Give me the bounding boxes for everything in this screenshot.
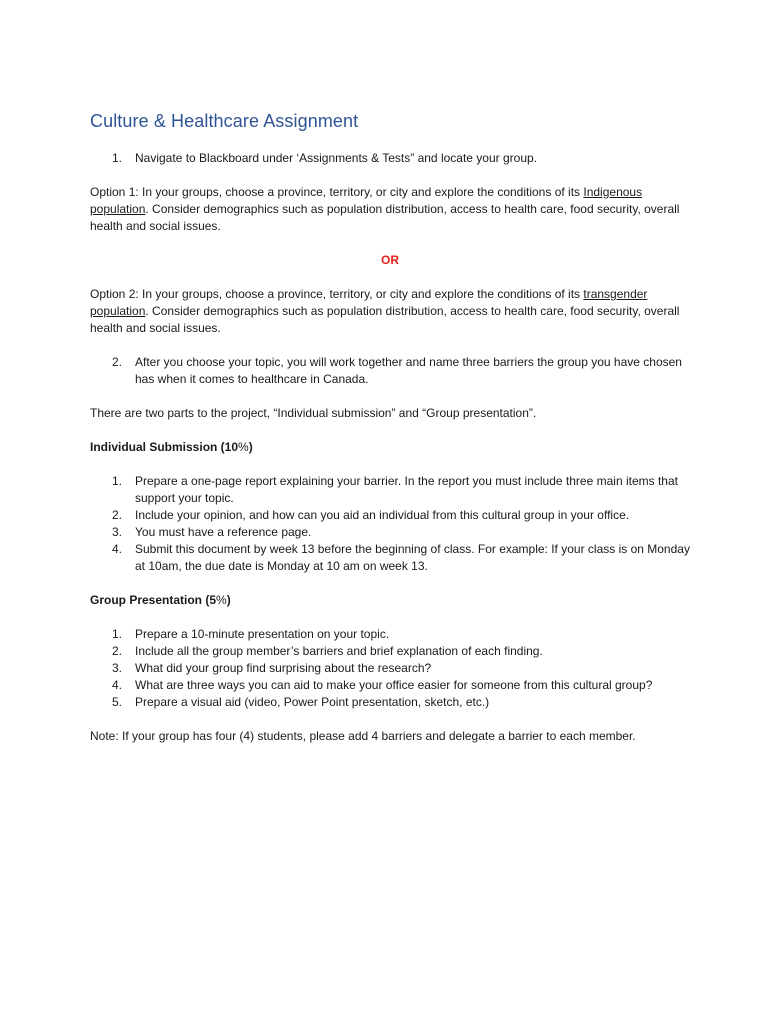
list-item-text: Submit this document by week 13 before the beginning of class. For example: If your class is on Monday at 10am, the due date is Monday at 10 am on week 13. <box>135 542 690 573</box>
list-item-text: Prepare a visual aid (video, Power Point presentation, sketch, etc.) <box>135 695 490 709</box>
individual-submission-heading: Individual Submission (10%) <box>90 440 253 454</box>
list-number: 4. <box>112 678 123 692</box>
step-list-2 <box>90 354 690 388</box>
list-item <box>90 677 690 694</box>
list-item <box>90 354 690 388</box>
list-item-text: Include your opinion, and how can you aid an individual from this cultural group in your office. <box>135 508 630 522</box>
list-number: 1. <box>112 627 123 641</box>
list-item <box>90 150 690 167</box>
list-number: 3. <box>112 525 123 539</box>
option-2-paragraph <box>90 286 690 337</box>
list-item-text: Prepare a one-page report explaining your barrier. In the report you must include three main items that support your topic. <box>135 474 678 505</box>
list-item <box>90 660 690 677</box>
list-item-text: You must have a reference page. <box>135 525 312 539</box>
list-number: 2. <box>112 644 123 658</box>
option-2-underlined: transgender population <box>90 287 648 318</box>
individual-submission-list <box>90 473 690 575</box>
document-body <box>90 108 690 762</box>
list-number: 5. <box>112 695 123 709</box>
list-item <box>90 507 690 524</box>
list-item <box>90 694 690 711</box>
or-divider: OR <box>381 253 399 267</box>
list-item-text: What did your group find surprising about the research? <box>135 661 432 675</box>
note-paragraph: Note: If your group has four (4) students, please add 4 barriers and delegate a barrier to each member. <box>90 729 636 743</box>
option-1-paragraph <box>90 184 690 235</box>
list-item <box>90 626 690 643</box>
list-number: 1. <box>112 151 123 165</box>
list-number: 2. <box>112 508 123 522</box>
list-number: 4. <box>112 542 123 556</box>
list-number: 1. <box>112 474 123 488</box>
list-item-text: Prepare a 10-minute presentation on your topic. <box>135 627 390 641</box>
list-item <box>90 473 690 507</box>
group-presentation-list <box>90 626 690 711</box>
list-item-text: After you choose your topic, you will work together and name three barriers the group you have chosen has when it comes to healthcare in Canada. <box>135 355 682 386</box>
list-item <box>90 524 690 541</box>
option-1-suffix: . Consider demographics such as population distribution, access to health care, food security, overall health and social issues. <box>90 202 680 233</box>
list-item <box>90 643 690 660</box>
step-list-1 <box>90 150 690 167</box>
option-2-suffix: . Consider demographics such as population distribution, access to health care, food security, overall health and social issues. <box>90 304 680 335</box>
list-item-text: What are three ways you can aid to make your office easier for someone from this cultural group? <box>135 678 653 692</box>
list-number: 2. <box>112 355 123 369</box>
document-title: Culture & Healthcare Assignment <box>90 111 359 131</box>
option-1-underlined: Indigenous population <box>90 185 643 216</box>
list-number: 3. <box>112 661 123 675</box>
list-item <box>90 541 690 575</box>
option-2-text: Option 2: In your groups, choose a province, territory, or city and explore the conditions of its <box>90 287 581 301</box>
parts-intro: There are two parts to the project, “Individual submission” and “Group presentation”. <box>90 406 537 420</box>
option-1-text: Option 1: In your groups, choose a province, territory, or city and explore the conditions of its <box>90 185 581 199</box>
group-presentation-heading: Group Presentation (5%) <box>90 593 231 607</box>
list-item-text: Include all the group member’s barriers and brief explanation of each finding. <box>135 644 543 658</box>
list-item-text: Navigate to Blackboard under ‘Assignments & Tests” and locate your group. <box>135 151 537 165</box>
